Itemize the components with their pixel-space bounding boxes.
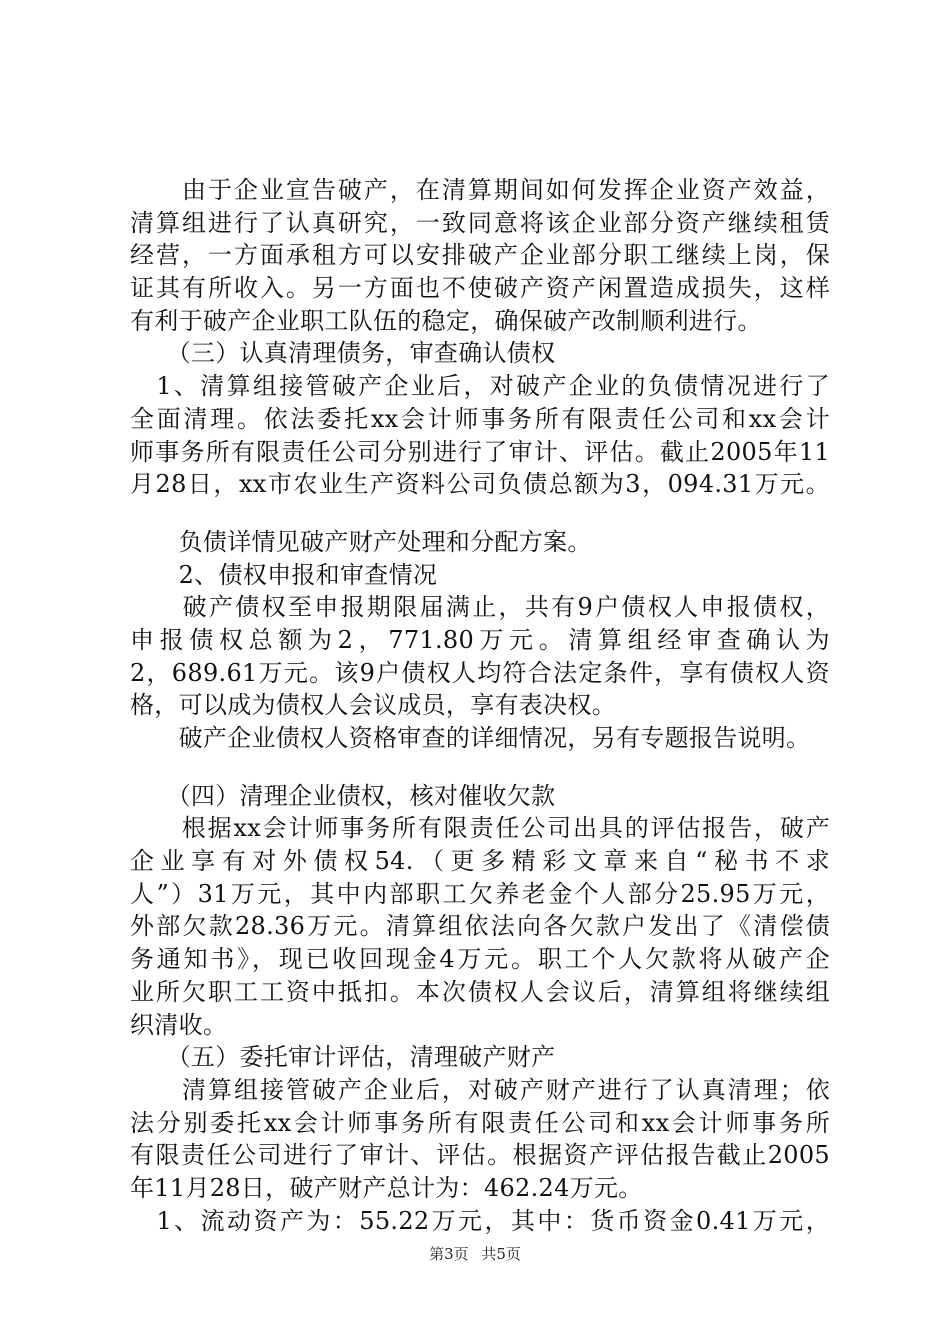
paragraph-line: 由于企业宣告破产，在清算期间如何发挥企业资产效益， [130,176,830,204]
paragraph-line: 务通知书》，现已收回现金4万元。职工个人欠款将从破产企 [130,945,830,974]
paragraph-line: 业所欠职工工资中抵扣。本次债权人会议后，清算组将继续组 [130,977,830,1006]
paragraph-line: 申报债权总额为2，771.80万元。清算组经审查确认为 [130,625,830,654]
paragraph-line: 格，可以成为债权人会议成员，享有表决权。 [130,691,616,720]
paragraph-line: 外部欠款28.36万元。清算组依法向各欠款户发出了《清偿债 [130,912,830,941]
paragraph-line: 法分别委托xx会计师事务所有限责任公司和xx会计师事务所 [130,1108,830,1137]
document-body [130,174,830,1237]
paragraph-line: 证其有所收入。另一方面也不使破产资产闲置造成损失，这样 [130,274,830,303]
paragraph-line: 1、流动资产为：55.22万元，其中：货币资金0.41万元， [130,1206,830,1235]
paragraph-line: 师事务所有限责任公司分别进行了审计、评估。截止2005年11 [130,437,830,466]
section-heading: （四）清理企业债权，核对催收欠款 [130,781,556,810]
paragraph-line: 清算组进行了认真研究，一致同意将该企业部分资产继续租赁 [130,208,830,237]
paragraph-gap [130,755,830,780]
paragraph-line: 负债详情见破产财产处理和分配方案。 [130,527,592,556]
paragraph-line: 清算组接管破产企业后，对破产财产进行了认真清理；依 [130,1075,830,1104]
paragraph-line: 1、清算组接管破产企业后，对破产企业的负债情况进行了 [130,372,830,401]
paragraph-line: 织清收。 [130,1010,228,1039]
paragraph-line: 破产企业债权人资格审查的详细情况，另有专题报告说明。 [130,724,811,752]
page-total: 共5页 [481,1245,521,1263]
page-footer [0,1244,950,1264]
section-heading: 2、债权申报和审查情况 [130,560,438,589]
paragraph-line: 经营，一方面承租方可以安排破产企业部分职工继续上岗，保 [130,241,830,270]
page-number: 第3页 [429,1245,469,1263]
paragraph-line: 根据xx会计师事务所有限责任公司出具的评估报告，破产 [130,814,830,843]
paragraph-line: 全面清理。依法委托xx会计师事务所有限责任公司和xx会计 [130,404,830,433]
paragraph-line: 人”）31万元，其中内部职工欠养老金个人部分25.95万元， [130,879,830,908]
paragraph-line: 年11月28日，破产财产总计为：462.24万元。 [130,1173,643,1202]
paragraph-gap [130,501,830,526]
paragraph-line: 有利于破产企业职工队伍的稳定，确保破产改制顺利进行。 [130,306,762,335]
paragraph-line: 企业享有对外债权54.（更多精彩文章来自“秘书不求 [130,847,830,876]
paragraph-line: 破产债权至申报期限届满止，共有9户债权人申报债权， [130,593,830,622]
paragraph-line: 月28日，xx市农业生产资料公司负债总额为3，094.31万元。 [130,470,830,499]
paragraph-line: 有限责任公司进行了审计、评估。根据资产评估报告截止2005 [130,1141,830,1170]
section-heading: （五）委托审计评估，清理破产财产 [130,1043,556,1072]
section-heading: （三）认真清理债务，审查确认债权 [130,339,556,368]
paragraph-line: 2，689.61万元。该9户债权人均符合法定条件，享有债权人资 [130,658,830,687]
